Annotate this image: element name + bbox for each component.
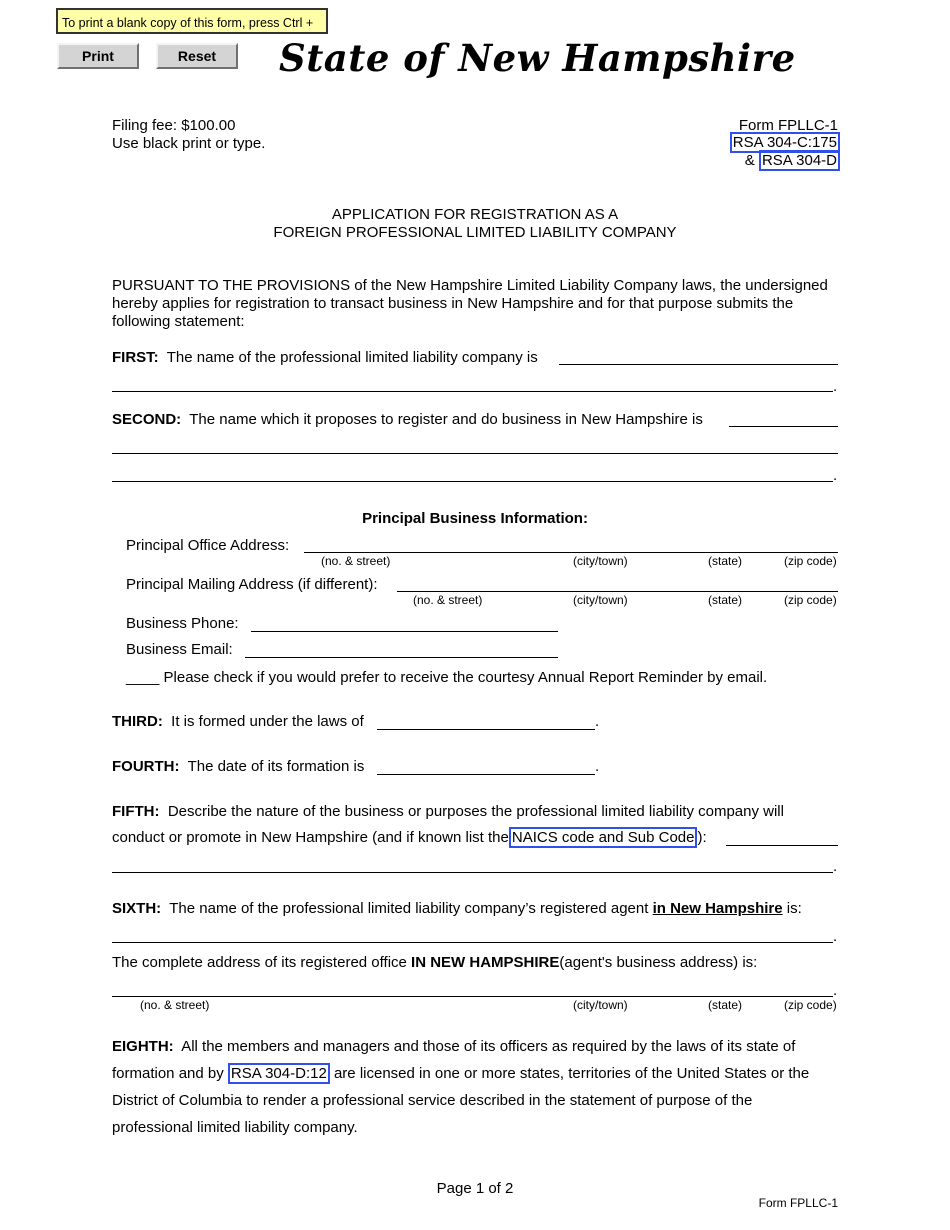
office-address-field[interactable]	[304, 552, 838, 553]
third-label: THIRD:	[112, 713, 163, 730]
heading-line-2: FOREIGN PROFESSIONAL LIMITED LIABILITY COMPANY	[273, 224, 677, 241]
first-text: The name of the professional limited liability company is	[166, 349, 538, 366]
intro-paragraph: PURSUANT TO THE PROVISIONS of the New Hampshire Limited Liability Company laws, the undersigned hereby applies for registration to transact business in New Hampshire and for that purpose submits the following statement:	[112, 277, 828, 330]
first-item	[112, 349, 538, 366]
heading-line-1: APPLICATION FOR REGISTRATION AS A	[331, 206, 619, 223]
fifth-text-1: Describe the nature of the business or purposes the professional limited liability company will	[167, 803, 784, 820]
eighth-label: EIGHTH:	[112, 1038, 174, 1055]
mailing-state-caption: (state)	[708, 593, 743, 607]
ampersand: &	[744, 152, 759, 169]
eighth-text-2a: formation and by	[112, 1065, 224, 1082]
business-email-label: Business Email:	[126, 641, 233, 658]
mailing-city-caption: (city/town)	[573, 593, 628, 607]
third-item	[112, 713, 364, 730]
eighth-text-2b: are licensed in one or more states, territories of the United States or the	[333, 1065, 810, 1082]
mailing-street-caption: (no. & street)	[413, 593, 483, 607]
sixth-label: SIXTH:	[112, 900, 162, 917]
sixth-tail: is:	[786, 900, 802, 917]
agent-zip-caption: (zip code)	[784, 998, 837, 1012]
eighth-text-1: All the members and managers and those of its officers as required by the laws of its state of	[181, 1038, 796, 1055]
business-phone-label: Business Phone:	[126, 615, 239, 632]
state-title: State of New Hampshire	[279, 36, 796, 80]
sixth-item	[112, 900, 802, 917]
rsa-304-d-12-link[interactable]: RSA 304-D:12	[228, 1063, 330, 1084]
fifth-line-2	[112, 829, 707, 846]
first-name-field-2[interactable]	[112, 391, 833, 392]
registered-office-field[interactable]	[112, 996, 833, 997]
footer-form-id: Form FPLLC-1	[758, 1196, 838, 1210]
second-name-field-2[interactable]	[112, 453, 838, 454]
agent-street-caption: (no. & street)	[140, 998, 210, 1012]
business-email-field[interactable]	[245, 657, 558, 658]
formation-date-field[interactable]	[377, 774, 595, 775]
rsa-304-d-link[interactable]: RSA 304-D	[759, 150, 840, 171]
black-print-note: Use black print or type.	[112, 135, 266, 152]
agent-state-caption: (state)	[708, 998, 743, 1012]
business-phone-field[interactable]	[251, 631, 558, 632]
formation-laws-field[interactable]	[377, 729, 595, 730]
second-text: The name which it proposes to register and do business in New Hampshire is	[189, 411, 703, 428]
mailing-address-field[interactable]	[397, 591, 838, 592]
eighth-line-2	[112, 1065, 809, 1082]
period: .	[833, 982, 838, 999]
second-item	[112, 411, 703, 428]
reset-button[interactable]: Reset	[156, 43, 238, 69]
form-id: Form FPLLC-1	[738, 117, 838, 134]
addr-pre: The complete address of its registered office	[112, 954, 407, 971]
period: .	[833, 858, 838, 875]
rsa-304-c-175-link[interactable]	[730, 134, 840, 151]
page-number: Page 1 of 2	[436, 1180, 514, 1197]
mailing-zip-caption: (zip code)	[784, 593, 837, 607]
second-name-field-3[interactable]	[112, 481, 833, 482]
eighth-line-4: professional limited liability company.	[112, 1119, 358, 1136]
rsa-link-text[interactable]: RSA 304-C:175	[730, 132, 840, 153]
period: .	[595, 758, 600, 775]
second-name-field[interactable]	[729, 426, 838, 427]
print-button[interactable]: Print	[57, 43, 139, 69]
rsa-304-d-row	[745, 152, 840, 169]
print-tooltip: To print a blank copy of this form, press Ctrl +	[56, 8, 328, 34]
agent-city-caption: (city/town)	[573, 998, 628, 1012]
mailing-address-label: Principal Mailing Address (if different):	[126, 576, 378, 593]
office-zip-caption: (zip code)	[784, 554, 837, 568]
fifth-label: FIFTH:	[112, 803, 160, 820]
office-city-caption: (city/town)	[573, 554, 628, 568]
fifth-line-1	[112, 803, 784, 820]
sixth-emphasis: in New Hampshire	[652, 900, 783, 917]
business-purpose-field[interactable]	[726, 845, 838, 846]
business-purpose-field-2[interactable]	[112, 872, 833, 873]
registered-agent-field[interactable]	[112, 942, 833, 943]
eighth-line-1	[112, 1038, 795, 1055]
eighth-line-3: District of Columbia to render a professional service described in the statement of purpose of the	[112, 1092, 753, 1109]
fourth-text: The date of its formation is	[187, 758, 365, 775]
office-address-intro	[112, 954, 757, 971]
office-address-label: Principal Office Address:	[126, 537, 290, 554]
fourth-item	[112, 758, 364, 775]
first-label: FIRST:	[112, 349, 159, 366]
filing-fee: Filing fee: $100.00	[112, 117, 236, 134]
fifth-text-2: conduct or promote in New Hampshire (and if known list the	[112, 829, 509, 846]
fourth-label: FOURTH:	[112, 758, 180, 775]
sixth-text: The name of the professional limited liability company’s registered agent	[169, 900, 649, 917]
naics-code-link[interactable]: NAICS code and Sub Code	[509, 827, 698, 848]
pbi-heading: Principal Business Information:	[362, 510, 588, 527]
addr-bold: IN NEW HAMPSHIRE	[411, 954, 560, 971]
first-name-field[interactable]	[559, 364, 838, 365]
period: .	[595, 713, 600, 730]
period: .	[833, 467, 838, 484]
email-reminder-checkbox[interactable]: ____ Please check if you would prefer to receive the courtesy Annual Report Reminder by email.	[126, 669, 768, 686]
period: .	[833, 928, 838, 945]
second-label: SECOND:	[112, 411, 182, 428]
addr-post: (agent's business address) is:	[559, 954, 758, 971]
office-street-caption: (no. & street)	[321, 554, 391, 568]
fifth-text-3: ):	[697, 829, 707, 846]
third-text: It is formed under the laws of	[171, 713, 364, 730]
office-state-caption: (state)	[708, 554, 743, 568]
period: .	[833, 378, 838, 395]
